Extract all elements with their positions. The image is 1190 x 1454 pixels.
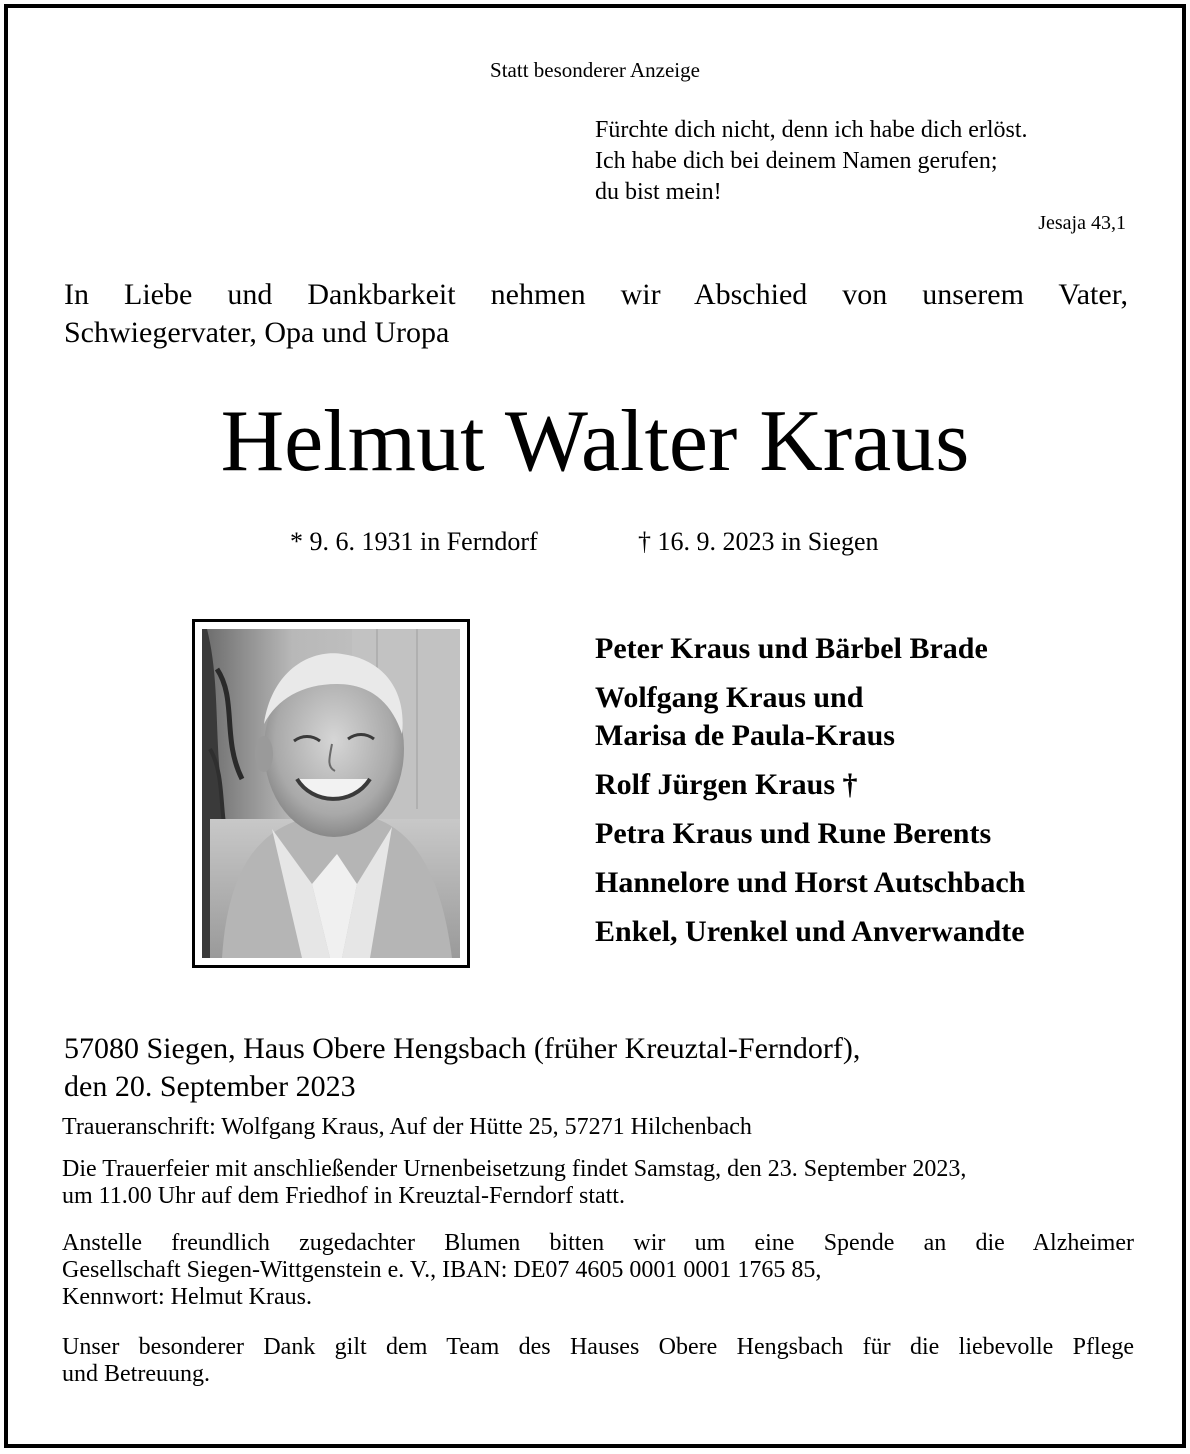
verse-line: Fürchte dich nicht, denn ich habe dich erlöst. bbox=[595, 117, 1028, 143]
donation-line: Kennwort: Helmut Kraus. bbox=[62, 1284, 312, 1310]
mourner-line: Rolf Jürgen Kraus † bbox=[595, 768, 858, 801]
mourning-address bbox=[62, 1114, 1134, 1141]
mourners-list bbox=[595, 630, 1025, 962]
thanks-line: Unser besonderer Dank gilt dem Team des Hauses Obere Hengsbach für die liebevolle Pflege bbox=[62, 1334, 1134, 1360]
donation-line: Gesellschaft Siegen-Wittgenstein e. V., IBAN: DE07 4605 0001 0001 1765 85, bbox=[62, 1257, 822, 1283]
mourner-line: Enkel, Urenkel und Anverwandte bbox=[595, 915, 1025, 948]
place-line: 57080 Siegen, Haus Obere Hengsbach (früher Kreuztal-Ferndorf), bbox=[64, 1032, 861, 1065]
mourner-line: Peter Kraus und Bärbel Brade bbox=[595, 632, 988, 665]
mourner-entry bbox=[595, 913, 1025, 951]
intro-line: In Liebe und Dankbarkeit nehmen wir Abschied von unserem Vater, bbox=[64, 278, 1128, 311]
intro-text bbox=[64, 276, 1128, 352]
mourner-line: Hannelore und Horst Autschbach bbox=[595, 866, 1026, 899]
date-line: den 20. September 2023 bbox=[64, 1070, 356, 1103]
donation-info bbox=[62, 1230, 1134, 1311]
mourner-line: Marisa de Paula-Kraus bbox=[595, 719, 895, 752]
birth-date: * 9. 6. 1931 in Ferndorf bbox=[290, 527, 538, 556]
mourner-entry bbox=[595, 766, 1025, 804]
verse-line: Ich habe dich bei deinem Namen gerufen; bbox=[595, 148, 998, 174]
mourner-entry bbox=[595, 679, 1025, 755]
mourner-line: Wolfgang Kraus und bbox=[595, 681, 864, 714]
mourner-entry bbox=[595, 815, 1025, 853]
mourner-entry bbox=[595, 630, 1025, 668]
address-line: Traueranschrift: Wolfgang Kraus, Auf der Hütte 25, 57271 Hilchenbach bbox=[62, 1114, 752, 1140]
mourner-entry bbox=[595, 864, 1025, 902]
header-notice: Statt besonderer Anzeige bbox=[490, 58, 700, 82]
ceremony-line: Die Trauerfeier mit anschließender Urnenbeisetzung findet Samstag, den 23. September 2023, bbox=[62, 1156, 967, 1182]
mourner-line: Petra Kraus und Rune Berents bbox=[595, 817, 992, 850]
place-and-date bbox=[64, 1030, 1128, 1106]
death-date: † 16. 9. 2023 in Siegen bbox=[638, 527, 879, 556]
donation-line: Anstelle freundlich zugedachter Blumen bitten wir um eine Spende an die Alzheimer bbox=[62, 1230, 1134, 1256]
bible-verse bbox=[595, 115, 1028, 208]
thanks-line: und Betreuung. bbox=[62, 1361, 210, 1387]
intro-line: Schwiegervater, Opa und Uropa bbox=[64, 316, 450, 349]
verse-line: du bist mein! bbox=[595, 179, 722, 205]
deceased-name: Helmut Walter Kraus bbox=[220, 393, 970, 490]
verse-reference: Jesaja 43,1 bbox=[1038, 212, 1126, 234]
portrait-photo bbox=[192, 619, 470, 968]
ceremony-info bbox=[62, 1156, 1134, 1210]
thanks-note bbox=[62, 1334, 1134, 1388]
portrait-photo-image bbox=[202, 629, 460, 958]
ceremony-line: um 11.00 Uhr auf dem Friedhof in Kreuztal-Ferndorf statt. bbox=[62, 1183, 625, 1209]
